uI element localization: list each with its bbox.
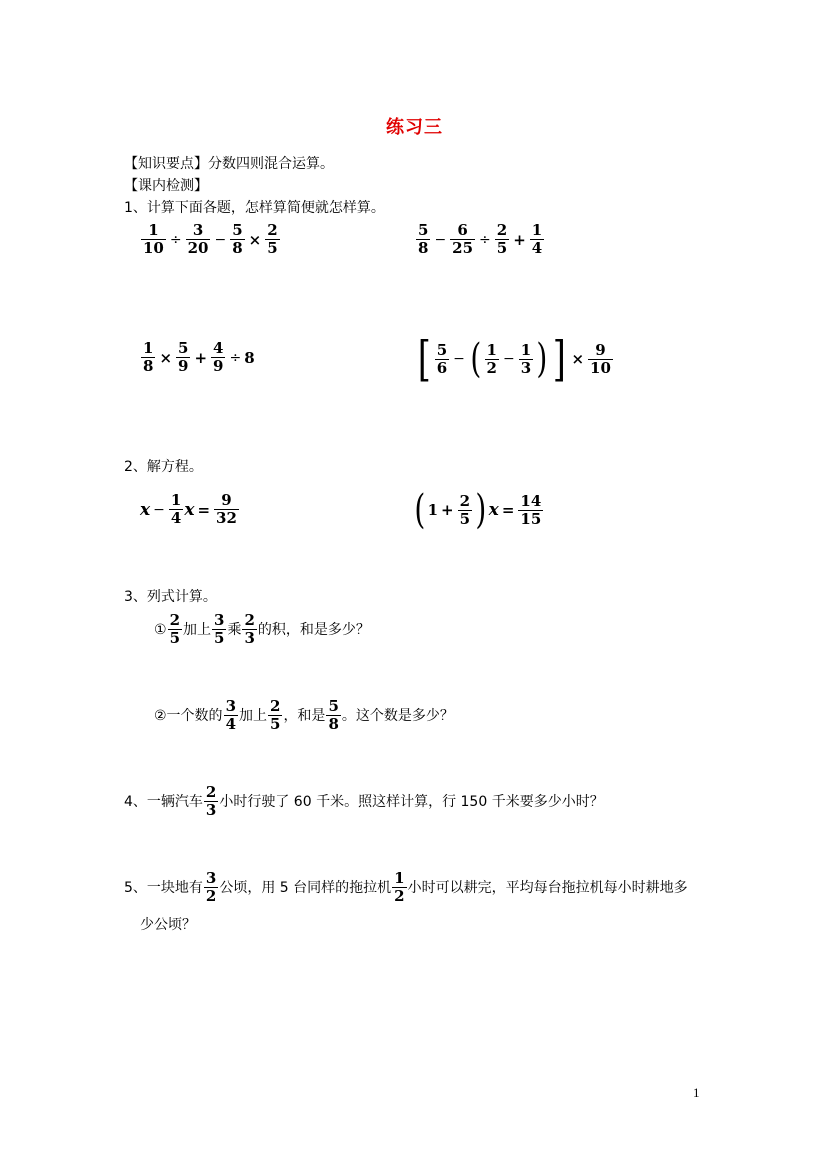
fraction: $\frac{2}{5}$ (496, 221, 508, 257)
q2-equation-1: x − $\frac{1}{4}$ x = $\frac{9}{32}$ (140, 491, 237, 527)
q3-prompt: 3、列式计算。 (124, 589, 217, 605)
q1-expression-4: [ $\frac{5}{6}$ − ( $\frac{1}{2}$ − $\frac{1}{3}$ ) ] × $\frac{9}{10}$ (417, 331, 611, 387)
fraction: $\frac{9}{10}$ (590, 340, 611, 377)
q1-prompt: 1、计算下面各题，怎样算简便就怎样算。 (124, 200, 385, 216)
q1-expression-1: $\frac{1}{10}$ ÷ $\frac{3}{20}$ − $\frac{5}{8}$ × $\frac{2}{5}$ (143, 221, 278, 257)
fraction: $\frac{1}{4}$ (170, 491, 182, 527)
in-class-check: 【课内检测】 (124, 178, 208, 194)
knowledge-points: 【知识要点】分数四则混合运算。 (124, 156, 334, 172)
q2-equation-2: ( 1 + $\frac{2}{5}$ ) x = $\frac{14}{15}$ (414, 487, 542, 533)
q1-expression-2: $\frac{5}{8}$ − $\frac{6}{25}$ ÷ $\frac{2}{5}$ + $\frac{1}{4}$ (418, 221, 543, 257)
fraction: $\frac{2}{5}$ (270, 697, 281, 733)
fraction: $\frac{4}{9}$ (213, 339, 224, 375)
fraction: $\frac{3}{20}$ (187, 221, 209, 257)
q5-text: 5、一块地有 $\frac{3}{2}$ 公顷，用 5 台同样的拖拉机 $\frac{1}{2}$ 小时可以耕完，平均每台拖拉机每小时耕地多 (124, 869, 688, 905)
fraction: $\frac{6}{25}$ (452, 221, 474, 257)
fraction: $\frac{1}{2}$ (394, 869, 405, 905)
fraction: $\frac{14}{15}$ (520, 491, 542, 528)
fraction: $\frac{3}{2}$ (205, 869, 217, 905)
fraction: $\frac{2}{3}$ (205, 783, 217, 819)
fraction: $\frac{1}{8}$ (143, 339, 154, 375)
q4-text: 4、一辆汽车 $\frac{2}{3}$ 小时行驶了 60 千米。照这样计算，行 150 千米要多少小时？ (124, 783, 604, 819)
fraction: $\frac{2}{3}$ (244, 611, 255, 647)
q2-prompt: 2、解方程。 (124, 459, 203, 475)
q5-text-line2: 少公顷？ (140, 917, 196, 933)
q3-subquestion-2: ②一个数的 $\frac{3}{4}$ 加上 $\frac{2}{5}$ ，和是 $\frac{5}{8}$ 。这个数是多少？ (154, 697, 454, 733)
fraction: $\frac{2}{5}$ (267, 221, 278, 257)
fraction: $\frac{5}{8}$ (328, 697, 339, 733)
page-number: 1 (693, 1085, 700, 1100)
fraction: $\frac{3}{5}$ (214, 611, 225, 647)
q1-expression-3: $\frac{1}{8}$ × $\frac{5}{9}$ + $\frac{4}{9}$ ÷ 8 (143, 339, 255, 375)
fraction: $\frac{2}{5}$ (169, 611, 180, 647)
fraction: $\frac{3}{4}$ (225, 697, 236, 733)
q3-subquestion-1: ① $\frac{2}{5}$ 加上 $\frac{3}{5}$ 乘 $\frac{2}{3}$ 的积，和是多少？ (154, 611, 370, 647)
fraction: $\frac{1}{10}$ (143, 221, 164, 257)
fraction: $\frac{5}{9}$ (178, 339, 189, 375)
fraction: $\frac{5}{8}$ (418, 221, 429, 257)
page-title: 练习三 (386, 117, 443, 138)
fraction: $\frac{9}{32}$ (216, 491, 237, 527)
fraction: $\frac{1}{4}$ (531, 221, 543, 257)
fraction: $\frac{2}{5}$ (459, 491, 471, 528)
fraction: $\frac{5}{8}$ (232, 221, 243, 257)
fraction: $\frac{1}{2}$ (486, 340, 497, 377)
fraction: $\frac{5}{6}$ (436, 340, 448, 377)
fraction: $\frac{1}{3}$ (520, 340, 532, 377)
